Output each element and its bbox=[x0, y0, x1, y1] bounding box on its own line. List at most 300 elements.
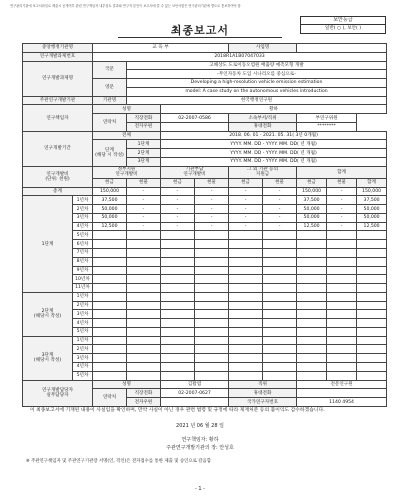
budget-stage1-year-6-col-8 bbox=[357, 240, 387, 249]
budget-stage1-year-7-col-4 bbox=[229, 249, 263, 258]
budget-stage1-year-11-col-8 bbox=[357, 284, 387, 293]
budget-stage2-year-2-col-7 bbox=[327, 301, 357, 310]
budget-stage3-year-2-col-6 bbox=[297, 345, 327, 354]
budget-stage3-year-4-col-4 bbox=[229, 362, 263, 371]
budget-stage3-year-5-col-7 bbox=[327, 371, 357, 380]
budget-org-header bbox=[161, 166, 229, 178]
manager-reg-value: 1140 4954 bbox=[297, 398, 387, 407]
budget-stage3-year-label: 4년차 bbox=[73, 362, 93, 371]
period-stage-sub: (해당 시 작성) bbox=[95, 153, 124, 159]
budget-stage1-year-11-col-7 bbox=[327, 284, 357, 293]
budget-stage2-year-3-col-5 bbox=[263, 310, 297, 319]
budget-subhead-cash-4: 현금 bbox=[229, 178, 263, 187]
project-title-en-label: 영문 bbox=[93, 79, 127, 97]
agency-name-label: 기관명 bbox=[93, 96, 127, 105]
budget-stage1-year-5-col-3 bbox=[195, 231, 229, 240]
budget-stage2-year-2-col-3 bbox=[195, 301, 229, 310]
budget-stage3-year-label: 2년차 bbox=[73, 345, 93, 354]
budget-org-label: 기관부담 bbox=[185, 167, 204, 173]
budget-stage3-year-3-col-5 bbox=[263, 354, 297, 363]
manager-reg-label: 국가연구자번호 bbox=[229, 398, 297, 407]
budget-stage1-year-4-col-7: - bbox=[327, 222, 357, 231]
researcher-mobile-label: 휴대전화 bbox=[229, 122, 297, 131]
manager-name-label: 성명 bbox=[93, 380, 161, 389]
budget-stage1-year-1-col-4: - bbox=[229, 196, 263, 205]
budget-stage1-year-11-col-6 bbox=[297, 284, 327, 293]
budget-stage2-year-1-col-5 bbox=[263, 292, 297, 301]
budget-stage1-year-6-col-2 bbox=[161, 240, 195, 249]
budget-stage1-year-4-col-1: - bbox=[127, 222, 161, 231]
budget-stage1-year-3-col-7: - bbox=[327, 213, 357, 222]
budget-stage1-year-11-col-1 bbox=[127, 284, 161, 293]
budget-stage2-year-2-col-5 bbox=[263, 301, 297, 310]
project-title-kr-sub: -무인자동차 도입 시나리오를 중심으로- bbox=[127, 70, 387, 79]
budget-stage1-year-6-col-0 bbox=[93, 240, 127, 249]
budget-sum-header: 합계 bbox=[297, 166, 387, 178]
budget-subhead-cash-0: 현금 bbox=[93, 178, 127, 187]
budget-stage1-year-6-col-1 bbox=[127, 240, 161, 249]
budget-stage3-year-label: 5년차 bbox=[73, 371, 93, 380]
budget-stage1-year-label: 1년차 bbox=[73, 196, 93, 205]
budget-stage3-year-5-col-4 bbox=[229, 371, 263, 380]
budget-stage2-year-5-col-3 bbox=[195, 327, 229, 336]
budget-stage3-year-3-col-2 bbox=[161, 354, 195, 363]
budget-stage2-year-label: 2년차 bbox=[73, 301, 93, 310]
signature-agency-head: 주관연구개발기관의 장: 안성호 bbox=[166, 445, 234, 451]
agency-name-value: 한국행정연구원 bbox=[127, 96, 387, 105]
budget-stage1-year-3-col-0: 50,000 bbox=[93, 213, 127, 222]
budget-stage3-year-3-col-1 bbox=[127, 354, 161, 363]
period-stage-label bbox=[93, 140, 127, 166]
budget-stage3-year-1-col-3 bbox=[195, 336, 229, 345]
budget-stage1-year-3-col-4: - bbox=[229, 213, 263, 222]
program-label: 사업명 bbox=[229, 44, 297, 53]
budget-stage1-year-2-col-2: - bbox=[161, 205, 195, 214]
budget-total-col-3: - bbox=[195, 187, 229, 196]
budget-stage2-year-4-col-0 bbox=[93, 319, 127, 328]
budget-stage2-year-5-col-7 bbox=[327, 327, 357, 336]
budget-stage2-year-1-col-8 bbox=[357, 292, 387, 301]
disclaimer-text: 연구관리기관에 보고서파일로 제출시 공개여부 관련 연구책임자 내부검토 결과와 연구자 본인이 보고서에 쓸 수 있는 보안사항은 연구관리기관에 별도로 통보하여야 함 bbox=[10, 4, 241, 8]
budget-stage1-year-4-col-0: 12,500 bbox=[93, 222, 127, 231]
budget-stage1-year-label: 2년차 bbox=[73, 205, 93, 214]
budget-stage3-year-1-col-7 bbox=[327, 336, 357, 345]
budget-stage1-year-4-col-5: - bbox=[263, 222, 297, 231]
security-level-header: 보안등급 bbox=[301, 17, 385, 25]
budget-stage2-year-2-col-1 bbox=[127, 301, 161, 310]
budget-subhead-cash-2: 현금 bbox=[161, 178, 195, 187]
budget-stage3-year-4-col-0 bbox=[93, 362, 127, 371]
budget-stage1-year-1-col-8: 37,500 bbox=[357, 196, 387, 205]
budget-stage3-sub: (해당시 작성) bbox=[33, 358, 62, 364]
budget-stage1-year-5-col-4 bbox=[229, 231, 263, 240]
researcher-email-label: 전자우편 bbox=[127, 122, 161, 131]
budget-stage1-year-4-col-6: 12,500 bbox=[297, 222, 327, 231]
budget-stage2-year-5-col-1 bbox=[127, 327, 161, 336]
budget-stage1-year-7-col-7 bbox=[327, 249, 357, 258]
budget-stage1-year-2-col-4: - bbox=[229, 205, 263, 214]
budget-stage3-year-2-col-5 bbox=[263, 345, 297, 354]
manager-phone-label: 직장전화 bbox=[127, 389, 161, 398]
budget-stage3-year-3-col-8 bbox=[357, 354, 387, 363]
budget-stage1-year-label: 4년차 bbox=[73, 222, 93, 231]
budget-total-col-1: - bbox=[127, 187, 161, 196]
budget-stage1-year-8-col-4 bbox=[229, 257, 263, 266]
budget-stage1-year-5-col-2 bbox=[161, 231, 195, 240]
budget-stage2-year-2-col-6 bbox=[297, 301, 327, 310]
project-no-label: 연구개발과제번호 bbox=[23, 52, 93, 61]
budget-stage1-year-10-col-0 bbox=[93, 275, 127, 284]
budget-total-col-2: - bbox=[161, 187, 195, 196]
period-stage2-label: 2단계 bbox=[127, 149, 161, 158]
budget-stage3-year-5-col-8 bbox=[357, 371, 387, 380]
manager-phone-value: 02-2007-0627 bbox=[161, 389, 229, 398]
budget-stage2-year-5-col-4 bbox=[229, 327, 263, 336]
budget-stage2-year-1-col-0 bbox=[93, 292, 127, 301]
manager-mobile-value bbox=[297, 389, 387, 398]
budget-stage3-year-1-col-1 bbox=[127, 336, 161, 345]
agency-label: 주관연구개발기관 bbox=[23, 96, 93, 105]
page-number: - 1 - bbox=[195, 486, 205, 492]
budget-stage3-year-label: 1년차 bbox=[73, 336, 93, 345]
budget-label bbox=[23, 166, 93, 187]
budget-stage1-year-1-col-7: - bbox=[327, 196, 357, 205]
budget-stage1-year-5-col-5 bbox=[263, 231, 297, 240]
budget-stage2-year-4-col-1 bbox=[127, 319, 161, 328]
budget-stage2-year-5-col-5 bbox=[263, 327, 297, 336]
budget-stage1-year-7-col-1 bbox=[127, 249, 161, 258]
budget-other-label: 그 외 기관 등의 bbox=[247, 167, 279, 173]
budget-total-label: 총계 bbox=[23, 187, 93, 196]
budget-stage1-year-11-col-4 bbox=[229, 284, 263, 293]
budget-stage1-year-9-col-1 bbox=[127, 266, 161, 275]
budget-other-header bbox=[229, 166, 297, 178]
budget-stage1-year-4-col-8: 12,500 bbox=[357, 222, 387, 231]
budget-stage2-year-4-col-7 bbox=[327, 319, 357, 328]
budget-stage3-year-1-col-4 bbox=[229, 336, 263, 345]
budget-stage2-title: 2단계 bbox=[41, 309, 54, 315]
budget-stage1-year-7-col-5 bbox=[263, 249, 297, 258]
budget-stage3-year-5-col-6 bbox=[297, 371, 327, 380]
budget-stage2-year-3-col-1 bbox=[127, 310, 161, 319]
budget-stage1-year-2-col-1: - bbox=[127, 205, 161, 214]
budget-stage1-year-label: 9년차 bbox=[73, 266, 93, 275]
budget-stage3-year-5-col-3 bbox=[195, 371, 229, 380]
budget-stage1-year-8-col-5 bbox=[263, 257, 297, 266]
budget-stage1-year-7-col-0 bbox=[93, 249, 127, 258]
budget-stage1-year-9-col-5 bbox=[263, 266, 297, 275]
budget-total-col-7: - bbox=[327, 187, 357, 196]
budget-stage2-label bbox=[23, 292, 73, 336]
budget-stage1-year-6-col-6 bbox=[297, 240, 327, 249]
budget-stage2-year-3-col-8 bbox=[357, 310, 387, 319]
budget-stage1-year-6-col-7 bbox=[327, 240, 357, 249]
budget-stage2-year-1-col-3 bbox=[195, 292, 229, 301]
budget-stage2-year-3-col-2 bbox=[161, 310, 195, 319]
report-date: 2021 년 06 월 28 일 bbox=[176, 423, 224, 429]
budget-stage1-year-5-col-6 bbox=[297, 231, 327, 240]
budget-stage1-year-10-col-3 bbox=[195, 275, 229, 284]
budget-stage3-year-4-col-1 bbox=[127, 362, 161, 371]
budget-stage1-year-3-col-6: 50,000 bbox=[297, 213, 327, 222]
budget-stage2-year-5-col-8 bbox=[357, 327, 387, 336]
budget-stage3-year-3-col-4 bbox=[229, 354, 263, 363]
budget-gov-label: 정부지원 bbox=[117, 167, 136, 173]
pledge-text: 이 최종보고서에 기재된 내용이 사실임을 확인하며, 만약 사실이 아닌 경우 관련 법령 및 규정에 따라 제재처분 등의 불이익도 감수하겠습니다. bbox=[30, 408, 325, 413]
budget-stage3-year-5-col-2 bbox=[161, 371, 195, 380]
budget-stage1-year-9-col-7 bbox=[327, 266, 357, 275]
budget-stage1-year-2-col-7: - bbox=[327, 205, 357, 214]
budget-stage2-year-3-col-7 bbox=[327, 310, 357, 319]
manager-contact-label: 연락처 bbox=[93, 389, 127, 407]
manager-dept-value: 전문연구원 bbox=[297, 380, 387, 389]
budget-stage1-year-8-col-6 bbox=[297, 257, 327, 266]
budget-stage1-year-8-col-0 bbox=[93, 257, 127, 266]
budget-stage3-year-2-col-0 bbox=[93, 345, 127, 354]
budget-stage1-year-9-col-0 bbox=[93, 266, 127, 275]
project-title-en-line2: model: A case study on the autonomous vehicles introduction bbox=[127, 87, 387, 96]
budget-stage1-year-2-col-5: - bbox=[263, 205, 297, 214]
budget-total-col-5: - bbox=[263, 187, 297, 196]
budget-stage2-year-4-col-2 bbox=[161, 319, 195, 328]
budget-stage1-year-8-col-7 bbox=[327, 257, 357, 266]
budget-stage1-year-1-col-1: - bbox=[127, 196, 161, 205]
period-stage1-value: YYYY. MM. DD - YYYY. MM. DD( 년 개월) bbox=[161, 140, 387, 149]
budget-stage2-year-label: 3년차 bbox=[73, 310, 93, 319]
budget-stage2-year-3-col-6 bbox=[297, 310, 327, 319]
budget-stage1-year-7-col-2 bbox=[161, 249, 195, 258]
budget-stage1-year-3-col-2: - bbox=[161, 213, 195, 222]
budget-stage1-year-3-col-5: - bbox=[263, 213, 297, 222]
budget-stage3-year-3-col-6 bbox=[297, 354, 327, 363]
budget-stage1-year-label: 5년차 bbox=[73, 231, 93, 240]
budget-stage2-year-3-col-4 bbox=[229, 310, 263, 319]
budget-gov-header bbox=[93, 166, 161, 178]
budget-subhead-inkind-7: 현물 bbox=[327, 178, 357, 187]
budget-stage3-year-2-col-8 bbox=[357, 345, 387, 354]
researcher-label: 연구책임자 bbox=[23, 105, 93, 131]
budget-stage1-year-8-col-8 bbox=[357, 257, 387, 266]
budget-stage1-year-10-col-5 bbox=[263, 275, 297, 284]
budget-gov-sub: 연구개발비 bbox=[115, 172, 138, 178]
project-title-kr-value: 고해상도 도로이동오염원 배출량 예측모형 개발 bbox=[127, 61, 387, 70]
budget-stage1-year-3-col-1: - bbox=[127, 213, 161, 222]
budget-stage1-year-9-col-2 bbox=[161, 266, 195, 275]
period-label: 연구개발기간 bbox=[23, 131, 93, 166]
budget-stage1-year-1-col-5: - bbox=[263, 196, 297, 205]
budget-stage3-year-3-col-7 bbox=[327, 354, 357, 363]
researcher-name-value: 황하 bbox=[161, 105, 387, 114]
manager-title: 연구개발담당자 bbox=[41, 388, 74, 394]
budget-stage1-year-4-col-4: - bbox=[229, 222, 263, 231]
budget-stage1-year-11-col-2 bbox=[161, 284, 195, 293]
budget-stage3-title: 3단계 bbox=[41, 353, 54, 359]
budget-stage1-year-10-col-1 bbox=[127, 275, 161, 284]
budget-stage1-year-5-col-7 bbox=[327, 231, 357, 240]
budget-stage3-year-1-col-5 bbox=[263, 336, 297, 345]
budget-stage2-year-2-col-2 bbox=[161, 301, 195, 310]
budget-stage1-year-11-col-3 bbox=[195, 284, 229, 293]
budget-stage1-year-8-col-2 bbox=[161, 257, 195, 266]
budget-stage2-year-1-col-1 bbox=[127, 292, 161, 301]
budget-stage2-year-label: 5년차 bbox=[73, 327, 93, 336]
budget-stage1-year-11-col-5 bbox=[263, 284, 297, 293]
budget-stage1-year-9-col-8 bbox=[357, 266, 387, 275]
budget-stage3-year-2-col-4 bbox=[229, 345, 263, 354]
researcher-dept-value: 부연구위원 bbox=[297, 114, 357, 123]
budget-stage3-year-1-col-0 bbox=[93, 336, 127, 345]
budget-stage2-year-4-col-5 bbox=[263, 319, 297, 328]
budget-stage2-year-4-col-4 bbox=[229, 319, 263, 328]
budget-stage2-year-label: 1년차 bbox=[73, 292, 93, 301]
period-stage1-label: 1단계 bbox=[127, 140, 161, 149]
budget-stage1-year-7-col-6 bbox=[297, 249, 327, 258]
budget-stage1-year-7-col-3 bbox=[195, 249, 229, 258]
budget-total-col-8: 150,000 bbox=[357, 187, 387, 196]
report-cover-table bbox=[22, 43, 387, 407]
budget-stage1-year-5-col-0 bbox=[93, 231, 127, 240]
ministry-label: 중앙행정기관명 bbox=[23, 44, 93, 53]
budget-stage3-year-2-col-1 bbox=[127, 345, 161, 354]
budget-stage1-year-11-col-0 bbox=[93, 284, 127, 293]
budget-stage3-year-4-col-2 bbox=[161, 362, 195, 371]
budget-stage1-year-10-col-4 bbox=[229, 275, 263, 284]
period-stage2-value: YYYY. MM. DD - YYYY. MM. DD( 년 개월) bbox=[161, 149, 387, 158]
budget-stage3-year-3-col-3 bbox=[195, 354, 229, 363]
budget-stage2-year-5-col-6 bbox=[297, 327, 327, 336]
budget-stage2-year-2-col-4 bbox=[229, 301, 263, 310]
period-stage-title: 단계 bbox=[105, 148, 114, 154]
budget-stage1-year-5-col-1 bbox=[127, 231, 161, 240]
budget-stage2-year-2-col-8 bbox=[357, 301, 387, 310]
budget-stage2-year-1-col-2 bbox=[161, 292, 195, 301]
manager-email-value bbox=[161, 398, 229, 407]
budget-stage3-year-2-col-7 bbox=[327, 345, 357, 354]
budget-stage3-year-4-col-7 bbox=[327, 362, 357, 371]
budget-stage2-year-1-col-4 bbox=[229, 292, 263, 301]
title-underline bbox=[118, 37, 282, 38]
budget-stage2-sub: (해당시 작성) bbox=[33, 314, 62, 320]
budget-stage1-year-6-col-3 bbox=[195, 240, 229, 249]
budget-stage1-year-4-col-2: - bbox=[161, 222, 195, 231]
budget-stage1-year-1-col-6: 37,500 bbox=[297, 196, 327, 205]
budget-stage1-year-2-col-6: 50,000 bbox=[297, 205, 327, 214]
budget-stage3-year-label: 3년차 bbox=[73, 354, 93, 363]
budget-stage2-year-5-col-2 bbox=[161, 327, 195, 336]
ministry-value: 교 육 부 bbox=[93, 44, 229, 53]
budget-stage2-year-1-col-7 bbox=[327, 292, 357, 301]
researcher-dept-label: 소속부서/직위 bbox=[229, 114, 297, 123]
budget-org-sub: 연구개발비 bbox=[183, 172, 206, 178]
budget-stage2-year-3-col-3 bbox=[195, 310, 229, 319]
budget-stage1-year-1-col-3: - bbox=[195, 196, 229, 205]
budget-stage3-year-5-col-1 bbox=[127, 371, 161, 380]
budget-stage1-year-8-col-3 bbox=[195, 257, 229, 266]
program-value bbox=[297, 44, 387, 53]
budget-stage1-year-2-col-8: 50,000 bbox=[357, 205, 387, 214]
budget-stage1-year-label: 3년차 bbox=[73, 213, 93, 222]
budget-stage1-year-label: 7년차 bbox=[73, 249, 93, 258]
budget-subhead-total-8: 합계 bbox=[357, 178, 387, 187]
project-title-kr-label: 국문 bbox=[93, 61, 127, 79]
budget-other-sub: 지원금 bbox=[255, 172, 270, 178]
signature-note: ※ 주관연구책임자 및 주관연구기관장 서명(인, 직인)은 전자접수를 통한 제출 및 승인으로 갈음함 bbox=[26, 459, 212, 464]
researcher-phone-label: 직장전화 bbox=[127, 114, 161, 123]
budget-stage1-year-label: 6년차 bbox=[73, 240, 93, 249]
period-total-label: 전체 bbox=[93, 131, 161, 140]
budget-stage1-year-9-col-4 bbox=[229, 266, 263, 275]
budget-stage3-year-5-col-5 bbox=[263, 371, 297, 380]
researcher-email-value bbox=[161, 122, 229, 131]
budget-total-col-0: 150,000 bbox=[93, 187, 127, 196]
manager-label bbox=[23, 380, 93, 406]
budget-stage3-label bbox=[23, 336, 73, 380]
budget-stage2-year-3-col-0 bbox=[93, 310, 127, 319]
budget-stage1-year-7-col-8 bbox=[357, 249, 387, 258]
manager-email-label: 전자우편 bbox=[127, 398, 161, 407]
researcher-phone-value: 02-2007-0586 bbox=[161, 114, 229, 123]
budget-stage1-year-5-col-8 bbox=[357, 231, 387, 240]
budget-stage1-year-10-col-6 bbox=[297, 275, 327, 284]
budget-stage1-year-1-col-2: - bbox=[161, 196, 195, 205]
period-stage3-label: 3단계 bbox=[127, 157, 161, 166]
budget-stage3-year-4-col-3 bbox=[195, 362, 229, 371]
manager-name-value: 김활엽 bbox=[161, 380, 229, 389]
budget-stage1-year-9-col-3 bbox=[195, 266, 229, 275]
budget-stage1-year-10-col-8 bbox=[357, 275, 387, 284]
project-title-label: 연구개발과제명 bbox=[23, 61, 93, 96]
period-stage3-value: YYYY. MM. DD - YYYY. MM. DD( 년 개월) bbox=[161, 157, 387, 166]
period-total-value: 2018. 06. 01 - 2021. 05. 31( 3년 0개월) bbox=[161, 131, 387, 140]
manager-title2: 실무담당자 bbox=[46, 393, 69, 399]
budget-subhead-cash-6: 현금 bbox=[297, 178, 327, 187]
budget-stage2-year-1-col-6 bbox=[297, 292, 327, 301]
budget-stage1-year-label: 11년차 bbox=[73, 284, 93, 293]
budget-stage1-year-3-col-3: - bbox=[195, 213, 229, 222]
budget-stage2-year-4-col-6 bbox=[297, 319, 327, 328]
budget-stage2-year-4-col-3 bbox=[195, 319, 229, 328]
researcher-mobile-value: ******** bbox=[297, 122, 357, 131]
budget-stage1-year-4-col-3: - bbox=[195, 222, 229, 231]
security-level-value: 일반( ○ ), 보안( ) bbox=[324, 26, 362, 31]
budget-stage1-year-6-col-5 bbox=[263, 240, 297, 249]
budget-stage1-year-2-col-0: 50,000 bbox=[93, 205, 127, 214]
budget-subhead-inkind-5: 현물 bbox=[263, 178, 297, 187]
budget-stage1-title: 1단계 bbox=[41, 241, 54, 247]
budget-stage2-year-label: 4년차 bbox=[73, 319, 93, 328]
budget-stage1-year-6-col-4 bbox=[229, 240, 263, 249]
budget-stage1-year-label: 8년차 bbox=[73, 257, 93, 266]
budget-stage3-year-2-col-3 bbox=[195, 345, 229, 354]
project-title-en-line1: Developing a high-resolution vehicle emission estimation bbox=[127, 79, 387, 88]
budget-stage1-year-8-col-1 bbox=[127, 257, 161, 266]
budget-subhead-inkind-3: 현물 bbox=[195, 178, 229, 187]
budget-title: 연구개발비 bbox=[46, 171, 69, 177]
budget-stage1-year-3-col-8: 50,000 bbox=[357, 213, 387, 222]
budget-stage3-year-4-col-6 bbox=[297, 362, 327, 371]
researcher-name-label: 성명 bbox=[93, 105, 161, 114]
budget-stage3-year-4-col-5 bbox=[263, 362, 297, 371]
signature-researcher: 연구책임자: 황하 bbox=[181, 437, 219, 443]
budget-stage3-year-1-col-8 bbox=[357, 336, 387, 345]
budget-stage3-year-5-col-0 bbox=[93, 371, 127, 380]
budget-stage3-year-4-col-8 bbox=[357, 362, 387, 371]
manager-dept-label: 직위 bbox=[229, 380, 297, 389]
page-title: 최종보고서 bbox=[170, 24, 230, 37]
budget-subhead-inkind-1: 현물 bbox=[127, 178, 161, 187]
budget-stage3-year-1-col-2 bbox=[161, 336, 195, 345]
budget-stage1-label bbox=[23, 196, 73, 292]
